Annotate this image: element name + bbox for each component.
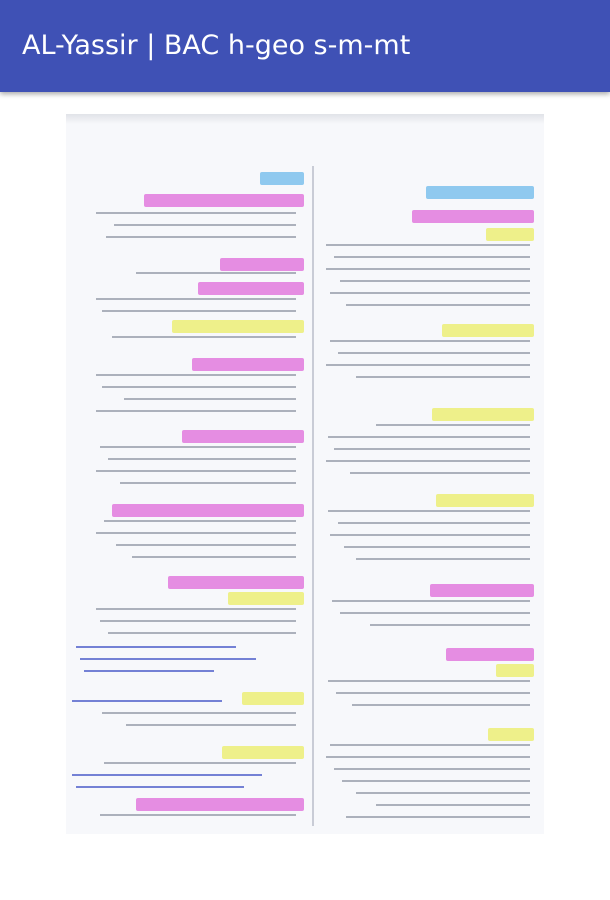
text-line bbox=[132, 556, 296, 558]
highlight-heading bbox=[172, 320, 304, 333]
text-line bbox=[108, 632, 296, 634]
highlight-heading bbox=[486, 228, 534, 241]
handwritten-note bbox=[72, 700, 222, 702]
text-line bbox=[356, 558, 530, 560]
text-line bbox=[96, 532, 296, 534]
text-line bbox=[332, 600, 530, 602]
text-line bbox=[334, 448, 530, 450]
page-edge-shadow bbox=[66, 114, 544, 124]
text-line bbox=[326, 244, 530, 246]
highlight-heading bbox=[412, 210, 534, 223]
highlight-heading bbox=[446, 648, 534, 661]
document-page bbox=[66, 114, 544, 834]
text-line bbox=[340, 280, 530, 282]
highlight-heading bbox=[442, 324, 534, 337]
text-line bbox=[100, 446, 296, 448]
text-line bbox=[96, 374, 296, 376]
text-line bbox=[102, 386, 296, 388]
handwritten-note bbox=[72, 774, 262, 776]
text-line bbox=[330, 292, 530, 294]
highlight-heading bbox=[260, 172, 304, 185]
highlight-heading bbox=[488, 728, 534, 741]
text-line bbox=[112, 336, 296, 338]
app-bar bbox=[0, 0, 610, 92]
text-line bbox=[328, 510, 530, 512]
app-title: AL-Yassir | BAC h-geo s-m-mt bbox=[22, 30, 411, 61]
handwritten-note bbox=[84, 670, 214, 672]
highlight-heading bbox=[426, 186, 534, 199]
text-line bbox=[126, 724, 296, 726]
handwritten-note bbox=[76, 646, 236, 648]
text-line bbox=[114, 224, 296, 226]
text-line bbox=[326, 364, 530, 366]
text-line bbox=[124, 398, 296, 400]
text-line bbox=[352, 704, 530, 706]
text-line bbox=[104, 520, 296, 522]
text-line bbox=[330, 340, 530, 342]
highlight-heading bbox=[182, 430, 304, 443]
column-divider bbox=[312, 166, 314, 826]
text-line bbox=[330, 534, 530, 536]
text-line bbox=[370, 624, 530, 626]
text-line bbox=[328, 680, 530, 682]
text-line bbox=[344, 546, 530, 548]
text-line bbox=[100, 620, 296, 622]
highlight-heading bbox=[144, 194, 304, 207]
text-line bbox=[338, 522, 530, 524]
text-line bbox=[340, 612, 530, 614]
text-line bbox=[96, 298, 296, 300]
text-line bbox=[120, 482, 296, 484]
text-line bbox=[116, 544, 296, 546]
text-line bbox=[96, 410, 296, 412]
text-line bbox=[356, 376, 530, 378]
text-line bbox=[346, 816, 530, 818]
text-line bbox=[338, 352, 530, 354]
text-line bbox=[96, 608, 296, 610]
left-column bbox=[72, 172, 308, 832]
text-line bbox=[334, 768, 530, 770]
text-line bbox=[346, 304, 530, 306]
highlight-heading bbox=[432, 408, 534, 421]
text-line bbox=[376, 804, 530, 806]
highlight-heading bbox=[192, 358, 304, 371]
text-line bbox=[96, 470, 296, 472]
handwritten-note bbox=[80, 658, 256, 660]
text-line bbox=[106, 236, 296, 238]
right-column bbox=[316, 172, 538, 832]
text-line bbox=[326, 268, 530, 270]
text-line bbox=[336, 692, 530, 694]
highlight-heading bbox=[220, 258, 304, 271]
highlight-heading bbox=[112, 504, 304, 517]
text-line bbox=[102, 310, 296, 312]
document-scan-image[interactable] bbox=[66, 114, 544, 834]
text-line bbox=[326, 460, 530, 462]
content-area bbox=[0, 92, 610, 900]
text-line bbox=[334, 256, 530, 258]
text-line bbox=[350, 472, 530, 474]
highlight-heading bbox=[136, 798, 304, 811]
highlight-heading bbox=[436, 494, 534, 507]
text-line bbox=[356, 792, 530, 794]
text-line bbox=[100, 814, 296, 816]
text-line bbox=[108, 458, 296, 460]
handwritten-note bbox=[76, 786, 244, 788]
text-line bbox=[326, 756, 530, 758]
text-line bbox=[330, 744, 530, 746]
highlight-heading bbox=[198, 282, 304, 295]
text-line bbox=[96, 212, 296, 214]
highlight-heading bbox=[222, 746, 304, 759]
text-line bbox=[102, 712, 296, 714]
highlight-heading bbox=[168, 576, 304, 589]
highlight-heading bbox=[228, 592, 304, 605]
text-line bbox=[104, 762, 296, 764]
text-line bbox=[376, 424, 530, 426]
highlight-heading bbox=[496, 664, 534, 677]
text-line bbox=[342, 780, 530, 782]
text-line bbox=[328, 436, 530, 438]
highlight-heading bbox=[430, 584, 534, 597]
highlight-heading bbox=[242, 692, 304, 705]
text-line bbox=[136, 272, 296, 274]
